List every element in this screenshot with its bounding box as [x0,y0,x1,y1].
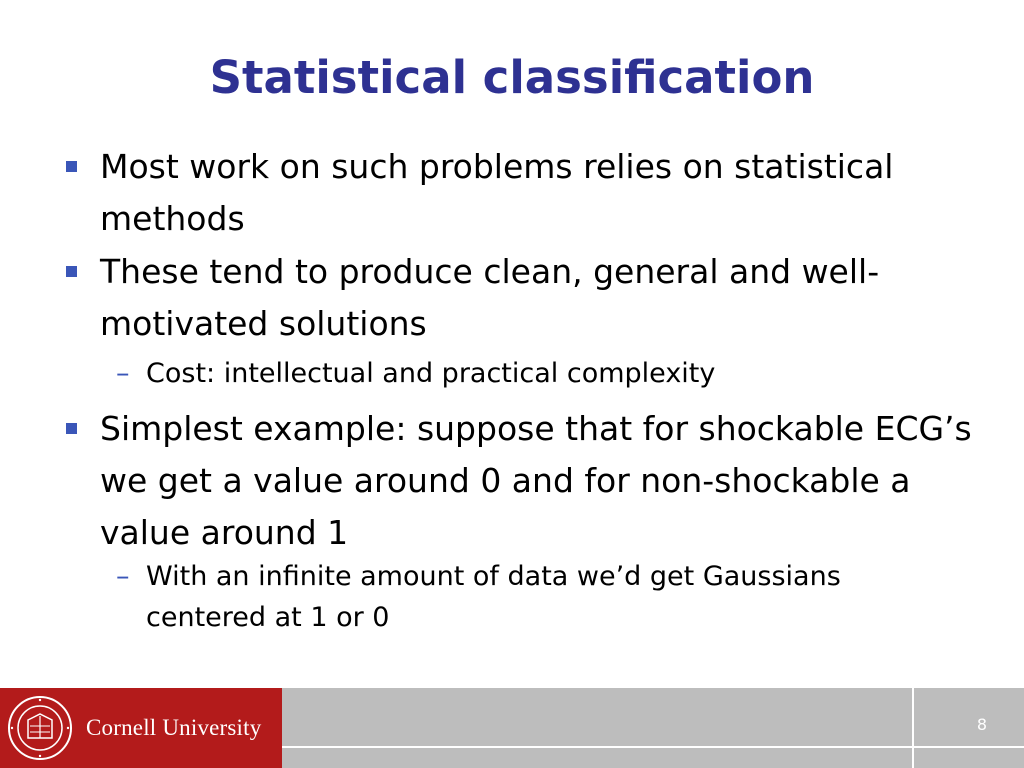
cornell-logo-block [0,688,282,768]
dash-icon: – [116,358,130,389]
page-number: 8 [976,715,988,734]
bullet-text: Most work on such problems relies on statistical methods [100,147,894,238]
cornell-wordmark: Cornell University [86,715,262,740]
sub-bullet-text: With an infinite amount of data we’d get Gaussians centered at 1 or 0 [146,561,841,633]
footer-bar [0,688,1024,746]
bullet-text: These tend to produce clean, general and well-motivated solutions [100,252,880,343]
bullet-item-3 [100,403,980,559]
bullet-square-icon [66,161,77,172]
bullet-item-2 [100,246,980,350]
bullet-square-icon [66,266,77,277]
cornell-seal-icon [6,694,74,762]
sub-bullet-text: Cost: intellectual and practical complexity [146,358,716,389]
sub-bullet-item-2 [116,556,926,638]
dash-icon: – [116,561,130,592]
bullet-text: Simplest example: suppose that for shockable ECG’s we get a value around 0 and for non-shockable a value around 1 [100,409,972,552]
slide-title: Statistical classification [209,51,815,104]
footer-vertical-divider [912,688,914,768]
bullet-square-icon [66,423,77,434]
sub-bullet-item-1 [116,353,926,394]
bullet-item-1 [100,141,980,245]
